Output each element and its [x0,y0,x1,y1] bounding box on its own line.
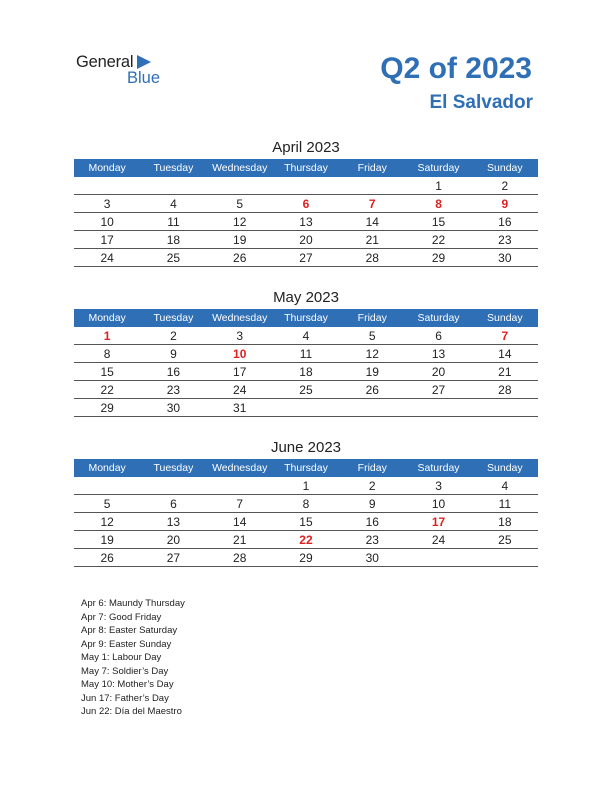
day-cell: 2 [472,177,538,195]
day-cell: 8 [74,345,140,363]
page-title: Q2 of 2023 [380,52,532,85]
day-cell: 22 [74,381,140,399]
weekday-header: Thursday [273,459,339,477]
month-title: April 2023 [272,139,340,156]
day-cell: 13 [405,345,471,363]
weekday-header: Friday [339,309,405,327]
week-row [74,477,538,495]
weekday-header: Wednesday [207,459,273,477]
month-may [74,287,538,417]
day-cell: 14 [207,513,273,531]
day-cell [140,177,206,195]
day-cell: 22 [273,531,339,549]
weekday-header: Saturday [405,309,471,327]
day-cell: 11 [140,213,206,231]
holiday-item: Apr 7: Good Friday [81,611,162,623]
weekday-header: Thursday [273,309,339,327]
day-cell: 12 [339,345,405,363]
day-cell: 6 [140,495,206,513]
weekday-header: Friday [339,159,405,177]
day-cell: 15 [405,213,471,231]
day-cell: 14 [339,213,405,231]
day-cell: 18 [273,363,339,381]
calendar-table [74,159,538,267]
day-cell [273,399,339,417]
day-cell [472,549,538,567]
day-cell: 19 [74,531,140,549]
week-row [74,399,538,417]
week-row [74,381,538,399]
day-cell: 24 [405,531,471,549]
day-cell: 17 [405,513,471,531]
week-row [74,345,538,363]
weekday-header: Tuesday [140,159,206,177]
day-cell: 18 [140,231,206,249]
month-june [74,437,538,567]
holiday-item: Apr 6: Maundy Thursday [81,598,185,609]
day-cell: 25 [273,381,339,399]
country-subtitle: El Salvador [429,92,533,113]
week-row [74,495,538,513]
week-row [74,513,538,531]
week-row [74,177,538,195]
day-cell: 24 [74,249,140,267]
day-cell: 4 [472,477,538,495]
day-cell: 4 [140,195,206,213]
day-cell: 23 [339,531,405,549]
day-cell: 17 [74,231,140,249]
weekday-header: Sunday [472,159,538,177]
day-cell: 10 [405,495,471,513]
weekday-header: Wednesday [207,309,273,327]
day-cell: 12 [207,213,273,231]
month-april [74,137,538,267]
weekday-header: Friday [339,459,405,477]
day-cell [273,177,339,195]
day-cell: 6 [405,327,471,345]
week-row [74,327,538,345]
day-cell: 25 [472,531,538,549]
day-cell: 21 [339,231,405,249]
day-cell: 6 [273,195,339,213]
day-cell: 7 [207,495,273,513]
day-cell: 27 [140,549,206,567]
holiday-item: Apr 8: Easter Saturday [81,625,178,636]
day-cell: 10 [207,345,273,363]
weekday-header: Monday [74,309,140,327]
day-cell: 23 [140,381,206,399]
day-cell: 19 [339,363,405,381]
day-cell: 4 [273,327,339,345]
day-cell: 13 [273,213,339,231]
day-cell: 3 [207,327,273,345]
day-cell: 30 [140,399,206,417]
day-cell: 8 [273,495,339,513]
day-cell: 26 [74,549,140,567]
day-cell: 1 [74,327,140,345]
day-cell: 20 [405,363,471,381]
day-cell: 7 [339,195,405,213]
day-cell: 3 [405,477,471,495]
day-cell: 2 [339,477,405,495]
day-cell: 28 [207,549,273,567]
day-cell [339,177,405,195]
weekday-header: Tuesday [140,459,206,477]
day-cell [74,177,140,195]
day-cell: 18 [472,513,538,531]
week-row [74,531,538,549]
day-cell: 31 [207,399,273,417]
week-row [74,231,538,249]
day-cell: 20 [140,531,206,549]
day-cell: 9 [472,195,538,213]
week-row [74,213,538,231]
holiday-item: May 7: Soldier’s Day [81,665,169,677]
day-cell: 26 [207,249,273,267]
weekday-header: Monday [74,459,140,477]
day-cell: 25 [140,249,206,267]
day-cell: 28 [339,249,405,267]
calendar-table [74,309,538,417]
week-row [74,549,538,567]
weekday-header: Saturday [405,159,471,177]
day-cell: 16 [472,213,538,231]
weekday-header: Thursday [273,159,339,177]
day-cell: 22 [405,231,471,249]
day-cell [140,477,206,495]
day-cell: 19 [207,231,273,249]
day-cell: 11 [472,495,538,513]
holiday-item: May 1: Labour Day [81,652,162,663]
month-title: June 2023 [270,439,342,456]
logo [76,53,186,93]
day-cell: 13 [140,513,206,531]
day-cell [405,549,471,567]
day-cell [405,399,471,417]
day-cell: 8 [405,195,471,213]
month-title: May 2023 [273,289,339,306]
day-cell: 16 [140,363,206,381]
day-cell: 24 [207,381,273,399]
holiday-list [81,597,185,719]
day-cell [339,399,405,417]
day-cell [207,477,273,495]
day-cell: 30 [339,549,405,567]
day-cell: 1 [273,477,339,495]
day-cell: 20 [273,231,339,249]
day-cell: 23 [472,231,538,249]
day-cell: 15 [273,513,339,531]
day-cell: 21 [472,363,538,381]
day-cell: 30 [472,249,538,267]
weekday-header: Sunday [472,309,538,327]
day-cell: 7 [472,327,538,345]
day-cell: 29 [74,399,140,417]
weekday-header: Wednesday [207,159,273,177]
holiday-item: Jun 17: Father’s Day [81,692,169,704]
holiday-item: May 10: Mother’s Day [81,679,174,690]
day-cell: 11 [273,345,339,363]
day-cell: 12 [74,513,140,531]
weekday-header: Monday [74,159,140,177]
day-cell: 2 [140,327,206,345]
logo-flag-icon [137,55,151,69]
weekday-header: Sunday [472,459,538,477]
weekday-header: Tuesday [140,309,206,327]
day-cell: 5 [339,327,405,345]
day-cell: 29 [405,249,471,267]
day-cell: 15 [74,363,140,381]
day-cell: 9 [339,495,405,513]
day-cell [472,399,538,417]
day-cell: 3 [74,195,140,213]
day-cell: 5 [74,495,140,513]
day-cell: 26 [339,381,405,399]
week-row [74,249,538,267]
week-row [74,363,538,381]
calendar-table [74,459,538,567]
day-cell [207,177,273,195]
day-cell: 28 [472,381,538,399]
day-cell: 21 [207,531,273,549]
day-cell: 27 [405,381,471,399]
day-cell: 1 [405,177,471,195]
weekday-header: Saturday [405,459,471,477]
logo-blue-text: Blue [127,69,161,87]
week-row [74,195,538,213]
logo-general-text: General [76,53,134,71]
holiday-item: Apr 9: Easter Sunday [81,638,172,650]
day-cell: 9 [140,345,206,363]
holiday-item: Jun 22: Día del Maestro [81,706,182,717]
day-cell: 10 [74,213,140,231]
day-cell: 14 [472,345,538,363]
day-cell: 16 [339,513,405,531]
day-cell: 17 [207,363,273,381]
day-cell [74,477,140,495]
day-cell: 27 [273,249,339,267]
day-cell: 29 [273,549,339,567]
day-cell: 5 [207,195,273,213]
